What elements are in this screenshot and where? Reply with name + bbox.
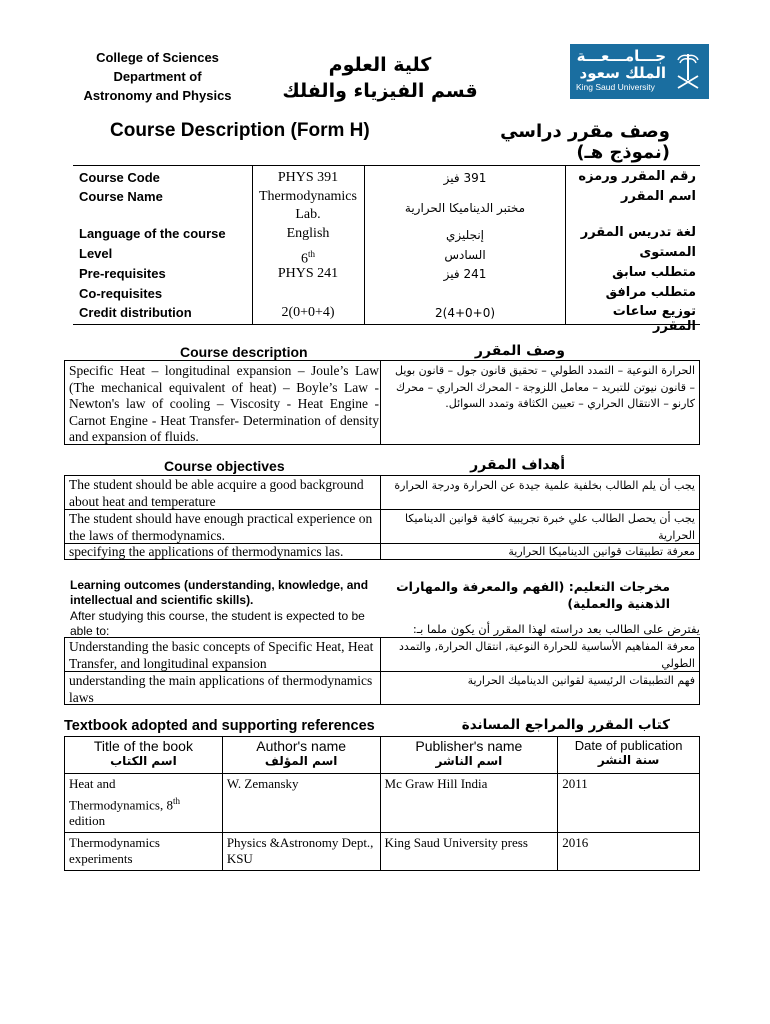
course-objectives-title-ar: أهداف المقرر — [470, 457, 565, 473]
course-name-line-1: Thermodynamics — [259, 189, 357, 204]
header-author-ar: اسم المؤلف — [264, 754, 338, 768]
book-publisher-1: Mc Graw Hill India — [380, 774, 558, 833]
book-author-2: Physics &Astronomy Dept., KSU — [222, 832, 380, 870]
value-credit-ar: (4+0+0)2 — [434, 306, 496, 320]
value-prereq-en: PHYS 241 — [277, 266, 339, 281]
value-course-code-en: PHYS 391 — [277, 170, 339, 185]
label-level: Level — [79, 246, 113, 261]
header-title-ar: اسم الكتاب — [110, 754, 177, 768]
palm-swords-emblem-icon — [675, 50, 701, 92]
book-title-1-line-1: Heat and — [69, 776, 116, 791]
label-language-ar: لغة تدريس المقرر — [580, 225, 696, 240]
book-author-1: W. Zemansky — [222, 774, 380, 833]
book-title-1-line-3: edition — [69, 813, 106, 829]
references-title-ar: كتاب المقرر والمراجع المساندة — [461, 717, 670, 733]
label-course-name: Course Name — [79, 189, 163, 204]
value-level-ar: السادس — [444, 248, 486, 262]
course-name-line-2: Lab. — [295, 207, 321, 222]
value-prereq-ar: 241 فيز — [443, 267, 487, 281]
table-row — [65, 832, 700, 870]
course-description-title-en: Course description — [180, 344, 308, 360]
book-title-1-edition: Thermodynamics, 8 — [69, 796, 173, 812]
label-credit-ar: توزيع ساعات المقرر — [612, 304, 696, 334]
course-objectives-box — [64, 475, 700, 560]
label-level-ar: المستوى — [639, 245, 696, 260]
logo-text-ar-1: جـــامـــعـــة — [576, 47, 666, 65]
label-language: Language of the course — [79, 226, 226, 241]
references-header-row — [65, 737, 700, 774]
college-header-ar — [280, 52, 480, 104]
book-publisher-2: King Saud University press — [380, 832, 558, 870]
label-course-name-ar: اسم المقرر — [621, 189, 696, 204]
college-header-en — [70, 48, 245, 105]
book-title-1-edition-suffix: th — [172, 795, 180, 806]
label-course-code-ar: رقم المقرر ورمزه — [578, 169, 696, 184]
outcome-1-en: Understanding the basic concepts of Specific Heat, Heat Transfer, and longitudinal expansion — [69, 639, 374, 671]
header-date-ar: سنة النشر — [597, 753, 660, 767]
book-title-1 — [65, 774, 223, 833]
course-objectives-title-en: Course objectives — [164, 458, 285, 474]
university-logo — [570, 44, 709, 99]
level-suffix: th — [307, 249, 315, 259]
department-name-en: Department of — [113, 69, 202, 84]
label-credit-distribution: Credit distribution — [79, 305, 192, 320]
college-name-en: College of Sciences — [96, 50, 219, 65]
header-date — [558, 737, 700, 774]
book-title-1-line-2 — [69, 793, 218, 814]
outcome-2-ar: فهم التطبيقات الرئيسية لقوانين الديناميك الحرارية — [467, 674, 695, 687]
form-title-en: Course Description (Form H) — [110, 120, 370, 141]
header-publisher — [380, 737, 558, 774]
references-title-en: Textbook adopted and supporting references — [64, 718, 375, 734]
value-course-code-ar: 391 فيز — [443, 171, 487, 185]
header-date-en: Date of publication — [574, 738, 683, 753]
value-course-name-en — [253, 188, 363, 224]
objective-3-ar: معرفة تطبيقات قوانين الديناميكا الحرارية — [508, 545, 695, 558]
astronomy-name-en: Astronomy and Physics — [83, 88, 232, 103]
label-prerequisites: Pre-requisites — [79, 266, 166, 281]
objective-1-en: The student should be able acquire a good background about heat and temperature — [69, 477, 364, 509]
department-name-ar: قسم الفيزياء والفلك — [282, 80, 478, 102]
label-course-code: Course Code — [79, 170, 160, 185]
label-corequisites: Co-requisites — [79, 286, 163, 301]
header-title-en: Title of the book — [93, 738, 193, 754]
learning-outcomes-intro-en: After studying this course, the student is expected to be able to: — [70, 609, 365, 638]
references-table — [64, 736, 700, 871]
form-title-ar: وصف مقرر دراسي (نموذج هـ) — [500, 121, 670, 163]
value-language-ar: إنجليزي — [445, 228, 485, 242]
learning-outcomes-box — [64, 637, 700, 705]
course-description-en: Specific Heat – longitudinal expansion – Joule’s Law (The mechanical equivalent of heat) – Boyle’s Law - Newton's law of cooling – Viscosity - Heat Engine - Carnot Engine - Heat Transfer- Determination of density and expansion of fluids. — [69, 363, 379, 444]
learning-outcomes-intro-ar: يفترض على الطالب بعد دراسته لهذا المقرر أن يكون ملما بـ: — [412, 622, 700, 636]
label-coreq-ar: متطلب مرافق — [605, 285, 696, 300]
book-date-2: 2016 — [558, 832, 700, 870]
logo-text-en: King Saud University — [576, 82, 655, 92]
outcome-2-en: understanding the main applications of thermodynamics laws — [69, 673, 373, 705]
header-title-of-book — [65, 737, 223, 774]
course-description-title-ar: وصف المقرر — [474, 343, 565, 359]
header-author — [222, 737, 380, 774]
logo-text-ar-2: الملك سعود — [579, 64, 666, 82]
header-publisher-en: Publisher's name — [415, 738, 523, 754]
learning-outcomes-title-en: Learning outcomes (understanding, knowledge, and intellectual and scientific skills). — [70, 578, 369, 607]
value-course-name-ar: مختبر الديناميكا الحرارية — [404, 201, 526, 215]
college-name-ar: كلية العلوم — [328, 54, 432, 76]
value-credit-en: 2(0+0+4) — [281, 305, 335, 320]
learning-outcomes-title-ar: مخرجات التعليم: (الفهم والمعرفة والمهارات الذهنية والعملية) — [396, 579, 670, 611]
book-date-1: 2011 — [558, 774, 700, 833]
course-description-box — [64, 360, 700, 445]
course-description-ar: الحرارة النوعية – التمدد الطولي – تحقيق قانون جول – قانون بويل – قانون نيوتن للتبريد – معامل اللزوجة - المحرك الحراري – محرك كارنو – الانتقال الحراري – تعيين الكثافة وتمدد السوائل. — [395, 364, 695, 410]
header-author-en: Author's name — [256, 738, 347, 754]
label-prereq-ar: متطلب سابق — [612, 265, 696, 280]
objective-3-en: specifying the applications of thermodynamics las. — [69, 544, 344, 559]
value-language-en: English — [286, 226, 330, 241]
table-row — [65, 774, 700, 833]
objective-2-ar: يجب أن يحصل الطالب علي خبرة تجريبية كافية قوانين الديناميكا الحرارية — [404, 512, 695, 542]
header-publisher-ar: اسم الناشر — [435, 754, 503, 768]
course-info-table — [73, 165, 700, 334]
outcome-1-ar: معرفة المفاهيم الأساسية للحرارة النوعية, انتقال الحرارة, والتمدد الطولي — [399, 640, 695, 670]
level-number: 6 — [300, 251, 308, 267]
objective-1-ar: يجب أن يلم الطالب بخلفية علمية جيدة عن الحرارة ودرجة الحرارة — [394, 479, 695, 492]
objective-2-en: The student should have enough practical experience on the laws of thermodynamics. — [69, 511, 373, 543]
book-title-2: Thermodynamics experiments — [65, 832, 223, 870]
